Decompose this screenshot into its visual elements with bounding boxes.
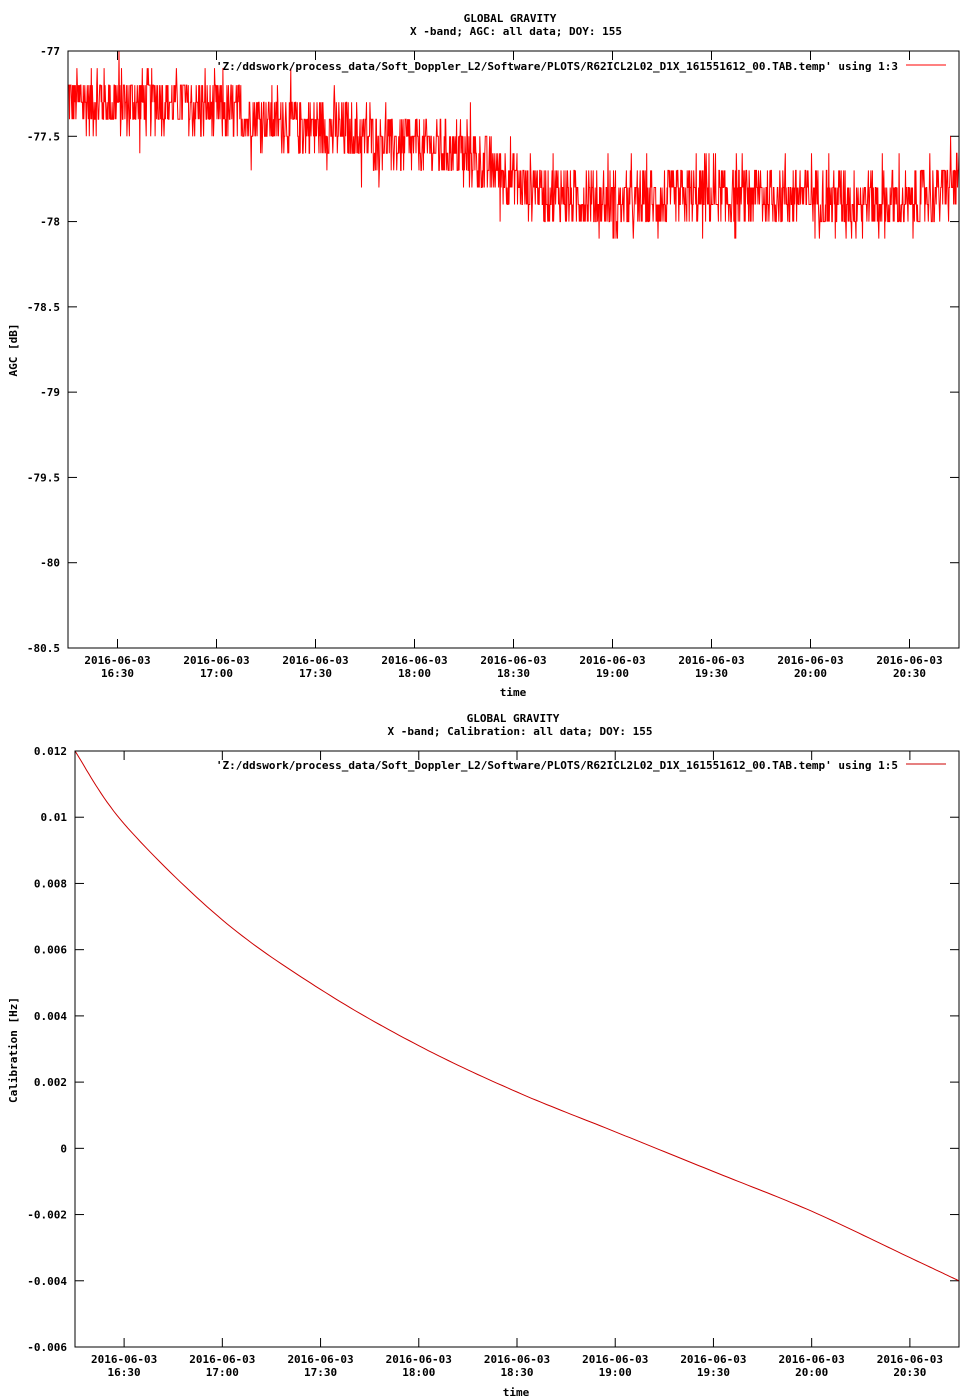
calibration-ytick-label: 0.012: [33, 745, 67, 758]
agc-xtick-date: 2016-06-03: [777, 654, 844, 667]
agc-ytick-label: -78.5: [26, 300, 60, 314]
agc-xtick-time: 19:00: [595, 667, 630, 680]
calibration-chart: [7, 712, 959, 1399]
agc-chart: [7, 12, 959, 699]
agc-ytick-label: -80.5: [26, 642, 60, 655]
calibration-xtick-date: 2016-06-03: [778, 1353, 845, 1366]
agc-xtick-time: 16:30: [100, 667, 135, 680]
agc-chart-ylabel: AGC [dB]: [7, 323, 20, 377]
agc-xtick-time: 20:00: [793, 667, 828, 680]
calibration-ytick-label: 0.008: [33, 877, 67, 891]
calibration-ytick-label: 0.01: [40, 811, 67, 825]
calibration-xtick-date: 2016-06-03: [876, 1353, 944, 1366]
calibration-xtick-time: 20:00: [795, 1366, 829, 1379]
agc-series-line: [68, 51, 959, 239]
agc-xtick-time: 17:00: [199, 667, 234, 680]
agc-xtick-time: 20:30: [892, 667, 927, 680]
calibration-xtick-time: 19:00: [598, 1366, 632, 1379]
agc-legend-label: 'Z:/ddswork/process_data/Soft_Doppler_L2/Software/PLOTS/R62ICL2L02_D1X_161551612_00.TAB.temp' using 1:3: [215, 60, 898, 73]
agc-chart-subtitle: X -band; AGC: all data; DOY: 155: [410, 25, 622, 38]
agc-chart-title: GLOBAL GRAVITY: [463, 12, 557, 25]
calibration-ytick-label: -0.004: [27, 1274, 67, 1288]
calibration-chart-subtitle: X -band; Calibration: all data; DOY: 155: [387, 725, 653, 738]
agc-xtick-time: 17:30: [298, 667, 333, 680]
agc-xtick-date: 2016-06-03: [381, 654, 448, 667]
agc-xtick-date: 2016-06-03: [480, 654, 547, 667]
calibration-ytick-label: -0.006: [27, 1341, 67, 1354]
agc-plot-frame: [68, 51, 959, 648]
calibration-xtick-time: 17:00: [205, 1366, 239, 1379]
calibration-xtick-date: 2016-06-03: [287, 1353, 354, 1366]
agc-xtick-time: 18:30: [496, 667, 531, 680]
agc-xtick-date: 2016-06-03: [579, 654, 646, 667]
agc-x-axis: [84, 51, 942, 680]
agc-xtick-date: 2016-06-03: [876, 654, 943, 667]
agc-ytick-label: -77: [40, 45, 60, 58]
calibration-chart-ylabel: Calibration [Hz]: [7, 997, 20, 1103]
calibration-xtick-date: 2016-06-03: [680, 1353, 747, 1366]
calibration-xtick-date: 2016-06-03: [90, 1353, 158, 1366]
calibration-xtick-time: 18:00: [402, 1366, 436, 1379]
calibration-ytick-label: 0.006: [33, 943, 67, 957]
calibration-chart-xlabel: time: [502, 1386, 530, 1399]
calibration-series-line: [75, 751, 959, 1281]
calibration-legend-label: 'Z:/ddswork/process_data/Soft_Doppler_L2/Software/PLOTS/R62ICL2L02_D1X_161551612_00.TAB.temp' using 1:5: [215, 759, 898, 772]
agc-ytick-label: -80: [40, 556, 60, 570]
agc-xtick-time: 18:00: [397, 667, 432, 680]
agc-xtick-date: 2016-06-03: [678, 654, 745, 667]
calibration-y-axis: [27, 745, 959, 1354]
calibration-ytick-label: 0.002: [33, 1076, 67, 1090]
calibration-xtick-date: 2016-06-03: [385, 1353, 452, 1366]
agc-y-axis: [27, 45, 959, 655]
calibration-chart-title: GLOBAL GRAVITY: [466, 712, 560, 725]
agc-ytick-label: -77.5: [26, 130, 60, 144]
agc-ytick-label: -79.5: [26, 471, 60, 485]
agc-xtick-time: 19:30: [694, 667, 729, 680]
agc-xtick-date: 2016-06-03: [183, 654, 250, 667]
calibration-xtick-time: 20:30: [893, 1366, 927, 1379]
agc-series: [68, 51, 959, 239]
calibration-ytick-label: 0: [60, 1142, 67, 1156]
calibration-xtick-date: 2016-06-03: [483, 1353, 551, 1366]
calibration-plot-frame: [75, 751, 959, 1347]
calibration-ytick-label: -0.002: [27, 1208, 67, 1222]
agc-chart-xlabel: time: [499, 686, 527, 699]
agc-xtick-date: 2016-06-03: [84, 654, 151, 667]
calibration-xtick-time: 19:30: [696, 1366, 731, 1379]
calibration-xtick-time: 18:30: [500, 1366, 534, 1379]
calibration-x-axis: [91, 751, 943, 1379]
calibration-xtick-time: 16:30: [107, 1366, 141, 1379]
calibration-ytick-label: 0.004: [33, 1009, 67, 1023]
calibration-xtick-date: 2016-06-03: [189, 1353, 256, 1366]
agc-xtick-date: 2016-06-03: [282, 654, 349, 667]
calibration-xtick-time: 17:30: [303, 1366, 338, 1379]
calibration-series: [75, 751, 959, 1281]
calibration-xtick-date: 2016-06-03: [582, 1353, 649, 1366]
agc-ytick-label: -79: [40, 386, 60, 400]
agc-ytick-label: -78: [40, 215, 60, 229]
